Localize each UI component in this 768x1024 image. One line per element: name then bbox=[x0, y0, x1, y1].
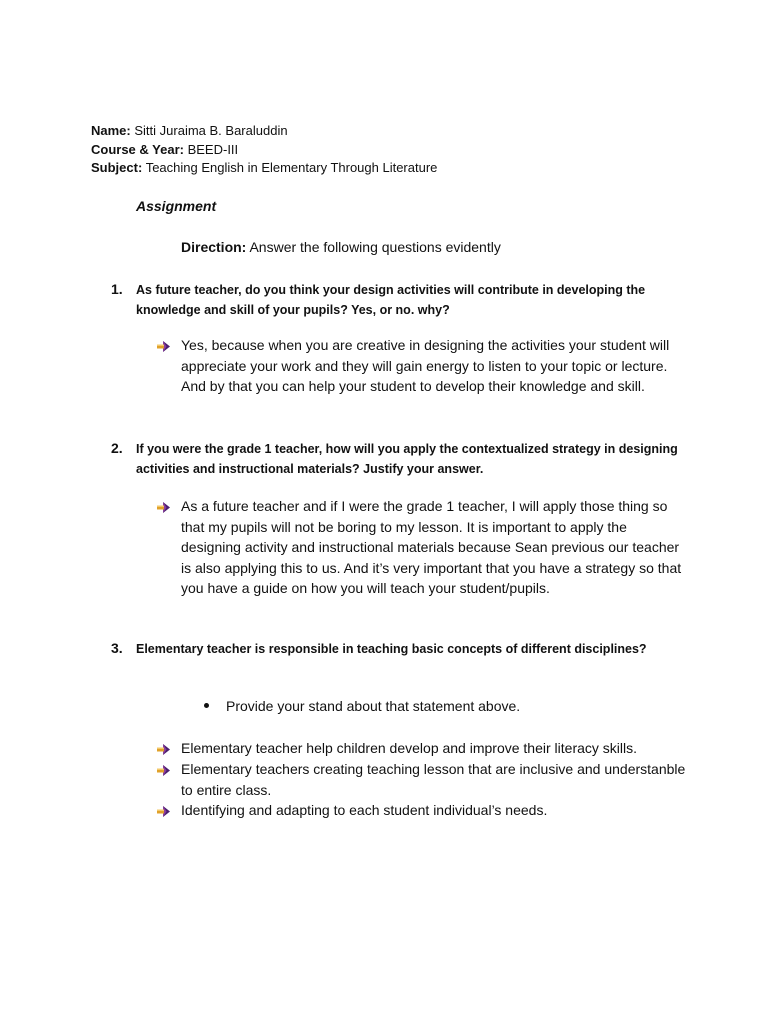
question-1-answer: Yes, because when you are creative in designing the activities your student will appreciate your work and they will gain energy to listen to your topic or lecture. And by that you can help your student to develop their knowledge and skill. bbox=[181, 337, 670, 394]
question-3-answer-2: Elementary teachers creating teaching lesson that are inclusive and understanble to entire class. bbox=[181, 761, 686, 798]
question-2-answer: As a future teacher and if I were the grade 1 teacher, I will apply those thing so that my pupils will not be boring to my lesson. It is important to apply the designing activity and instructional materials because Sean previous our teacher is also applying this to us. And it’s very important that you have a strategy so that you have a guide on how you will teach your student/pupils. bbox=[181, 498, 682, 596]
question-3-number: 3. bbox=[111, 640, 123, 656]
arrow-bullet-icon bbox=[157, 502, 171, 513]
assignment-title: Assignment bbox=[136, 198, 217, 214]
course-line bbox=[91, 142, 238, 158]
question-3-text: Elementary teacher is responsible in teaching basic concepts of different disciplines? bbox=[136, 642, 647, 656]
course-label: Course & Year: bbox=[91, 142, 184, 157]
subject-line bbox=[91, 160, 437, 176]
arrow-bullet-icon bbox=[157, 765, 171, 776]
subject-value: Teaching English in Elementary Through Literature bbox=[145, 160, 438, 175]
subject-label: Subject: bbox=[91, 160, 143, 175]
direction-text: Answer the following questions evidently bbox=[249, 239, 501, 255]
direction-line bbox=[181, 239, 501, 255]
question-2-text: If you were the grade 1 teacher, how will you apply the contextualized strategy in designing activities and instructional materials? Justify your answer. bbox=[136, 442, 678, 476]
arrow-bullet-icon bbox=[157, 744, 171, 755]
question-2-number: 2. bbox=[111, 440, 123, 456]
question-3-answer-1: Elementary teacher help children develop and improve their literacy skills. bbox=[181, 740, 637, 756]
direction-label: Direction: bbox=[181, 239, 247, 255]
name-line bbox=[91, 123, 288, 139]
question-3-answer-3: Identifying and adapting to each student individual’s needs. bbox=[181, 802, 548, 818]
question-1-number: 1. bbox=[111, 281, 123, 297]
disc-bullet-icon bbox=[204, 703, 209, 708]
arrow-bullet-icon bbox=[157, 341, 171, 352]
arrow-bullet-icon bbox=[157, 806, 171, 817]
name-value: Sitti Juraima B. Baraluddin bbox=[134, 123, 288, 138]
name-label: Name: bbox=[91, 123, 131, 138]
question-3-sub-bullet: Provide your stand about that statement above. bbox=[226, 698, 521, 714]
question-1-text: As future teacher, do you think your design activities will contribute in developing the knowledge and skill of your pupils? Yes, or no. why? bbox=[136, 283, 646, 317]
course-value: BEED-III bbox=[187, 142, 239, 157]
